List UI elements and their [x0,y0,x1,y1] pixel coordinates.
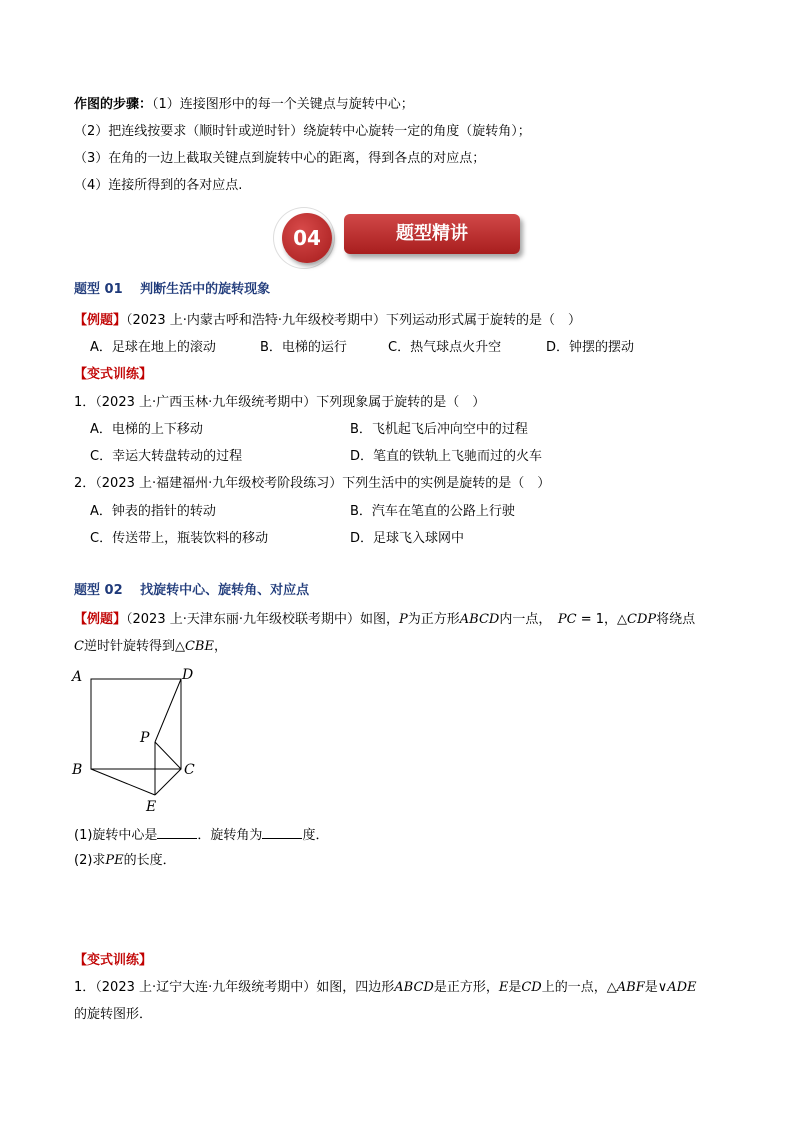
type2-q1-line2: 的旋转图形． [74,1007,153,1022]
type2-example-text-d: 将绕点 [656,612,696,627]
type1-q1-opt-b: B．飞机起飞后冲向空中的过程 [350,422,528,437]
q1-var-E: E [498,980,509,995]
var-tri-CDP: △CDP [617,612,657,627]
answer-blank-angle[interactable] [262,826,302,839]
answer-blank-center[interactable] [157,826,197,839]
step-2: （2）把连线按要求（顺时针或逆时针）绕旋转中心旋转一定的角度（旋转角）； [74,124,531,139]
type1-example-opt-d: D．钟摆的摆动 [546,340,635,355]
type2-q1-line1 [74,980,697,996]
label-P: P [140,730,150,746]
type1-q2-opt-d: D．足球飞入球网中 [350,531,465,546]
q1-var-tri-ABF: △ABF [606,980,645,995]
step-4: （4）连接所得到的各对应点. [74,178,243,193]
type2-heading-title: 找旋转中心、旋转角、对应点 [140,583,310,598]
type1-example-opt-a: A．足球在地上的滚动 [90,340,216,355]
type2-example-text-f: ， [213,639,227,654]
type2-heading-num: 题型 02 [74,583,123,598]
segment-PC [155,742,181,769]
type2-example-text-e: 逆时针旋转得到 [83,639,175,654]
step-3: （3）在角的一边上截取关键点到旋转中心的距离，得到各点的对应点； [74,151,486,166]
type1-q2: 2．（2023 上·福建福州·九年级校考阶段练习）下列生活中的实例是旋转的是（ ） [74,476,551,491]
type1-drill-tag: 【变式训练】 [74,367,153,382]
q1-var-ABCD: ABCD [394,980,434,995]
type1-example-opt-c: C．热气球点火升空 [388,340,502,355]
type1-q2-opt-b: B．汽车在笔直的公路上行驶 [350,504,515,519]
label-C: C [184,762,195,778]
label-A: A [72,669,83,685]
type2-example-text-b: 为正方形 [407,612,460,627]
sub2-text-a: (2)求 [74,853,106,868]
banner-number: 04 [282,213,332,263]
banner-title: 题型精讲 [344,214,520,254]
type1-heading-num: 题型 01 [74,282,123,297]
var-PE: PE [105,853,124,868]
var-ABCD: ABCD [459,612,500,627]
type2-example-line1 [74,612,695,628]
sub1-text-b: ．旋转角为 [197,828,263,843]
type1-q1-opt-c: C．幸运大转盘转动的过程 [90,449,243,464]
type2-heading [74,583,309,599]
type1-example [74,313,581,329]
q1-var-tri-ADE: ∨ADE [657,980,697,995]
label-B: B [72,762,83,778]
steps-line-1 [74,97,414,113]
q1-text-a: 1．（2023 上·辽宁大连·九年级统考期中）如图，四边形 [74,980,395,995]
type2-example-text-c: 内一点， [499,612,545,627]
var-C: C [74,639,84,654]
q1-text-e: 是 [644,980,658,995]
q1-var-CD: CD [521,980,542,995]
step-1: （1）连接图形中的每一个关键点与旋转中心； [152,97,414,112]
type2-example-text-a: （2023 上·天津东丽·九年级校联考期中）如图， [126,612,399,627]
type2-example-line2 [74,639,227,655]
segment-BE [91,769,155,795]
type1-example-text: （2023 上·内蒙古呼和浩特·九年级校考期中）下列运动形式属于旋转的是（ ） [126,313,581,328]
type1-example-opt-b: B．电梯的运行 [260,340,347,355]
q1-text-c: 是 [508,980,522,995]
example-tag: 【例题】 [74,313,127,328]
var-P: P [399,612,408,627]
sub2-text-b: 的长度． [123,853,176,868]
steps-label: 作图的步骤： [74,97,153,112]
type1-q1-opt-d: D．笔直的铁轨上飞驰而过的火车 [350,449,543,464]
geometry-figure [60,660,220,820]
type1-heading-title: 判断生活中的旋转现象 [140,282,271,297]
type1-q1-opt-a: A．电梯的上下移动 [90,422,203,437]
type2-example-eq: = 1， [576,612,617,627]
type2-example-tag: 【例题】 [74,612,127,627]
q1-text-d: 上的一点， [541,980,607,995]
type2-drill-tag: 【变式训练】 [74,953,153,968]
label-D: D [182,667,194,683]
q1-text-b: 是正方形， [433,980,499,995]
type1-q2-opt-a: A．钟表的指针的转动 [90,504,216,519]
type2-sub2 [74,853,176,869]
sub1-text-a: (1)旋转中心是 [74,828,158,843]
type2-sub1 [74,826,328,844]
type1-q1: 1．（2023 上·广西玉林·九年级统考期中）下列现象属于旋转的是（ ） [74,395,486,410]
sub1-text-c: 度． [302,828,329,843]
label-E: E [146,799,157,815]
segment-DP [155,679,181,742]
var-PC: PC [557,612,577,627]
type1-q2-opt-c: C．传送带上，瓶装饮料的移动 [90,531,269,546]
segment-EC [155,769,181,795]
type1-heading [74,282,270,298]
var-tri-CBE: △CBE [174,639,214,654]
